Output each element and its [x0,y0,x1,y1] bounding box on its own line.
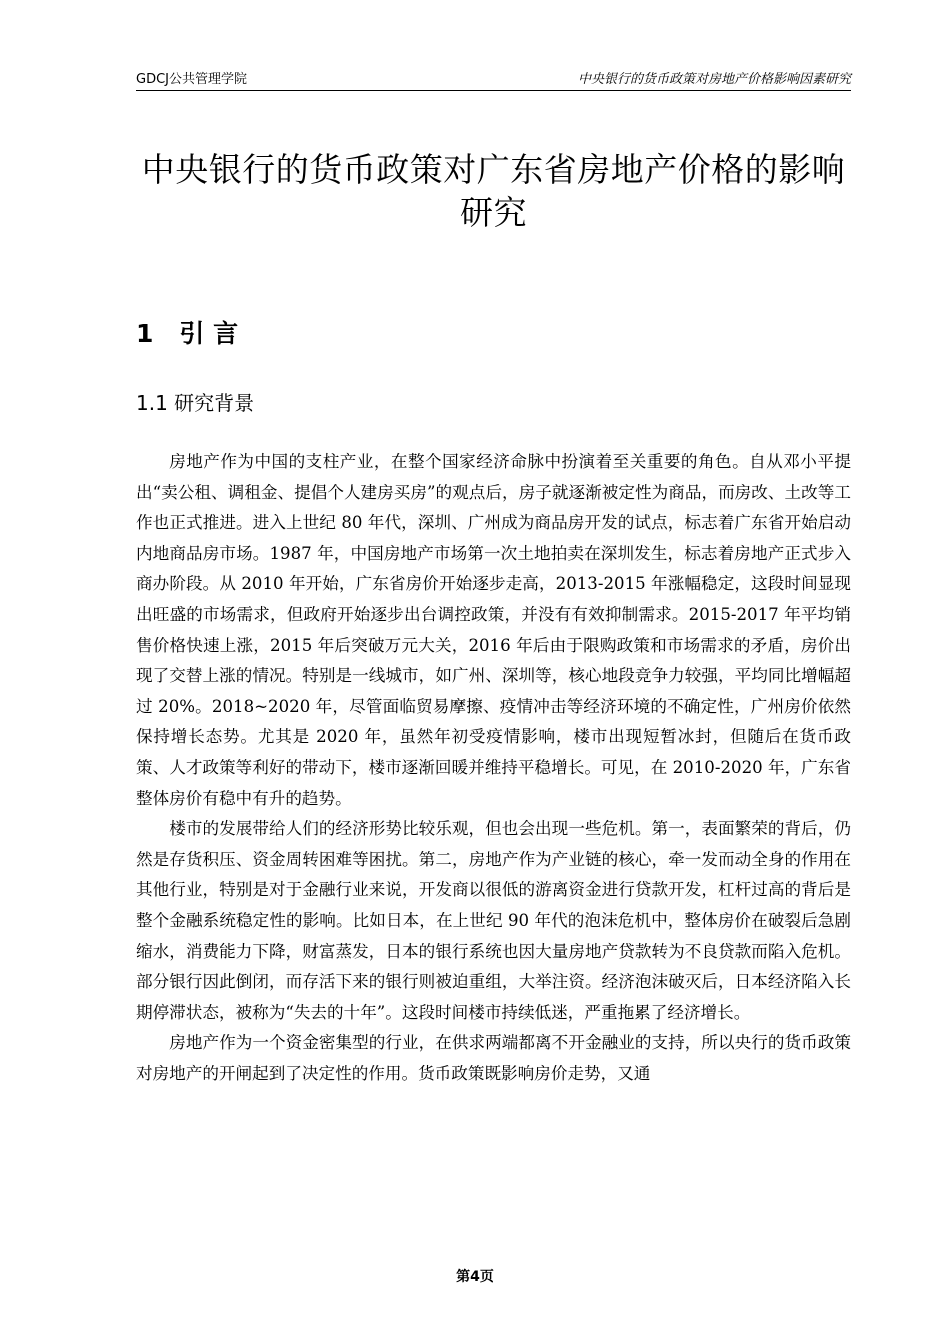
subsection-heading: 1.1 研究背景 [136,391,255,415]
paragraph: 房地产作为一个资金密集型的行业，在供求两端都离不开金融业的支持，所以央行的货币政策对房地产的开闸起到了决定性的作用。货币政策既影响房价走势，又通 [136,1033,851,1083]
page-number: 第4页 [456,1269,494,1285]
section-number: 1 [136,319,154,348]
header-institution: GDCJ公共管理学院 [136,72,247,87]
document-title: 中央银行的货币政策对广东省房地产价格的影响研究 [141,150,846,232]
section-title: 引 言 [179,319,239,348]
paragraph: 楼市的发展带给人们的经济形势比较乐观，但也会出现一些危机。第一，表面繁荣的背后，仍然是存货积压、资金周转困难等困扰。第二，房地产作为产业链的核心，牵一发而动全身的作用在其他行业，特别是对于金融行业来说，开发商以很低的游离资金进行贷款开发，杠杆过高的背后是整个金融系统稳定性的影响。比如日本，在上世纪 90 年代的泡沫危机中，整体房价在破裂后急剧缩水，消费能力下降，财富蒸发，日本的银行系统也因大量房地产贷款转为不良贷款而陷入危机。部分银行因此倒闭，而存活下来的银行则被迫重组，大举注资。经济泡沫破灭后，日本经济陷入长期停滞状态，被称为“失去的十年”。这段时间楼市持续低迷，严重拖累了经济增长。 [136,819,851,1022]
page-header [136,66,851,91]
header-paper-title: 中央银行的货币政策对房地产价格影响因素研究 [577,72,851,87]
paragraph: 房地产作为中国的支柱产业，在整个国家经济命脉中扮演着至关重要的角色。自从邓小平提出“卖公租、调租金、提倡个人建房买房”的观点后，房子就逐渐被定性为商品，而房改、土改等工作也正式推进。进入上世纪 80 年代，深圳、广州成为商品房开发的试点，标志着广东省开始启动内地商品房市场。1987 年，中国房地产市场第一次土地拍卖在深圳发生，标志着房地产正式步入商办阶段。从 2010 年开始，广东省房价开始逐步走高，2013-2015 年涨幅稳定，这段时间显现出旺盛的市场需求，但政府开始逐步出台调控政策，并没有有效抑制需求。2015-2017 年平均销售价格快速上涨，2015 年后突破万元大关，2016 年后由于限购政策和市场需求的矛盾，房价出现了交替上涨的情况。特别是一线城市，如广州、深圳等，核心地段竞争力较强，平均同比增幅超过 20%。2018~2020 年，尽管面临贸易摩擦、疫情冲击等经济环境的不确定性，广州房价依然保持增长态势。尤其是 2020 年，虽然年初受疫情影响，楼市出现短暂冰封，但随后在货币政策、人才政策等利好的带动下，楼市逐渐回暖并维持平稳增长。可见，在 2010-2020 年，广东省整体房价有稳中有升的趋势。 [136,452,851,808]
section-heading [136,314,238,350]
body-text [136,447,851,1089]
